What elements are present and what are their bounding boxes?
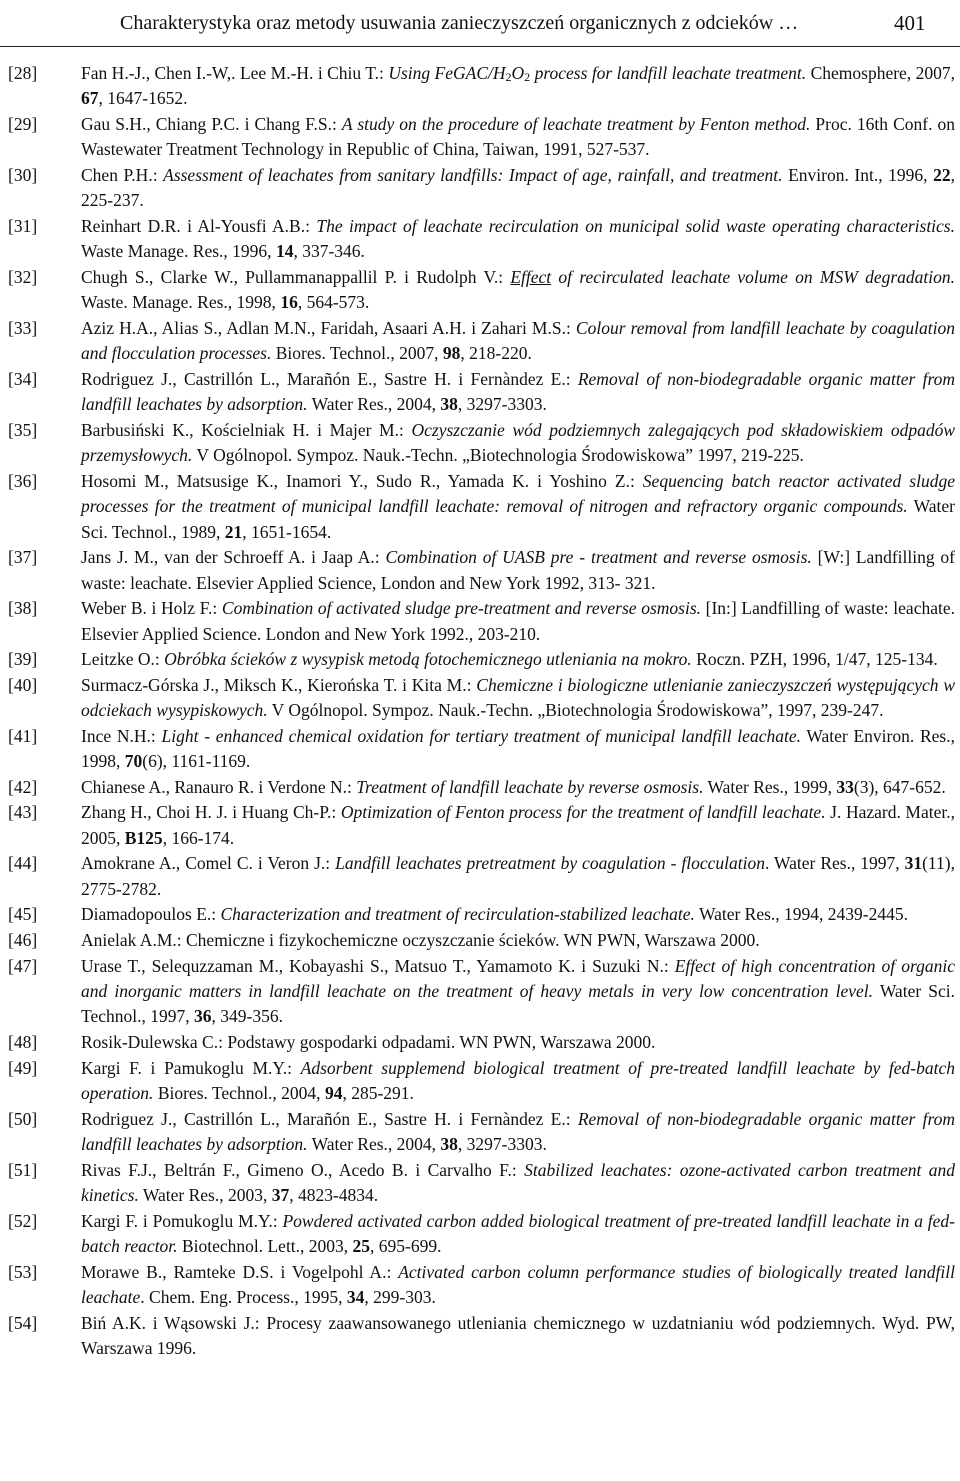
reference-title: A study on the procedure of leachate treatment by Fenton method. <box>341 113 811 134</box>
reference-item <box>8 1107 955 1158</box>
reference-volume: 36 <box>194 1006 212 1027</box>
reference-item <box>8 724 955 775</box>
reference-number: [30] <box>8 164 38 185</box>
reference-volume: 34 <box>346 1286 365 1307</box>
reference-text <box>81 1311 955 1362</box>
reference-journal-pre: Environ. Int., 1996, <box>782 164 934 185</box>
reference-item <box>8 214 955 265</box>
reference-number: [46] <box>8 930 38 951</box>
reference-text <box>81 214 955 265</box>
reference-journal-post: , 4823-4834. <box>289 1184 379 1205</box>
reference-number: [45] <box>8 904 38 925</box>
reference-source: [W:] Landfilling of waste: leachate. Elsevier Applied Science, London and New York 1992, 313- 321. <box>81 547 956 593</box>
reference-journal-post: , 218-220. <box>460 343 532 364</box>
reference-volume: 38 <box>440 394 458 415</box>
reference-number: [39] <box>8 649 38 670</box>
reference-authors: Barbusiński K., Kościelniak H. i Majer M.: <box>81 419 412 440</box>
reference-authors: Rosik-Dulewska C.: <box>81 1032 228 1052</box>
reference-title: The impact of leachate recirculation on municipal solid waste operating characteristics. <box>316 215 955 236</box>
reference-authors: Morawe B., Ramteke D.S. i Vogelpohl A.: <box>81 1261 399 1282</box>
reference-authors: Rodriguez J., Castrillón L., Marañón E., Sastre H. i Fernàndez E.: <box>81 368 578 389</box>
reference-authors: Kargi F. i Pamukoglu M.Y.: <box>81 1057 301 1078</box>
reference-item <box>8 1311 955 1362</box>
reference-item <box>8 265 955 316</box>
reference-item <box>8 418 955 469</box>
reference-number: [31] <box>8 215 38 236</box>
reference-authors: Amokrane A., Comel C. i Veron J.: <box>81 853 336 874</box>
reference-title: of recirculated leachate volume on MSW degradation. <box>551 266 956 287</box>
reference-title: Colour removal from landfill leachate by coagulation and flocculation processes. <box>81 317 955 364</box>
reference-number: [36] <box>8 470 38 491</box>
reference-number: [47] <box>8 955 38 976</box>
reference-item <box>8 367 955 418</box>
reference-journal-post: , 299-303. <box>364 1286 436 1307</box>
reference-item <box>8 61 955 112</box>
reference-title: Effect of high concentration of organic and inorganic matters in landfill leachate on the treatment of heavy metals in very low concentration level. <box>81 955 955 1002</box>
reference-text <box>81 163 955 214</box>
reference-volume: 14 <box>275 241 294 262</box>
reference-number: [29] <box>8 113 38 134</box>
reference-item <box>8 851 955 902</box>
reference-journal-post: , 337-346. <box>293 241 365 262</box>
reference-title-sub1: 2 <box>505 70 512 84</box>
reference-text <box>81 61 955 112</box>
reference-journal-post: , 1647-1652. <box>98 88 188 109</box>
reference-volume: 21 <box>224 521 243 542</box>
reference-number: [54] <box>8 1312 38 1333</box>
reference-text <box>81 265 955 316</box>
reference-journal-pre: Biores. Technol., 2004, <box>153 1082 325 1103</box>
reference-authors: Fan H.-J., Chen I.-W,. Lee M.-H. i Chiu T.: <box>81 63 389 83</box>
reference-volume: 31 <box>904 853 923 874</box>
reference-volume: 25 <box>352 1235 371 1256</box>
reference-authors: Zhang H., Choi H. J. i Huang Ch-P.: <box>81 802 341 823</box>
reference-text <box>81 112 955 163</box>
reference-journal-post: , 349-356. <box>211 1006 283 1027</box>
reference-volume: 94 <box>324 1082 343 1103</box>
reference-text <box>81 673 955 724</box>
reference-number: [41] <box>8 725 38 746</box>
reference-item <box>8 163 955 214</box>
reference-volume: 22 <box>933 164 951 185</box>
reference-authors: Surmacz-Górska J., Miksch K., Kierońska T. i Kita M.: <box>81 674 477 695</box>
reference-authors: Urase T., Selequzzaman M., Kobayashi S., Matsuo T., Yamamoto K. i Suzuki N.: <box>81 955 675 976</box>
reference-number: [52] <box>8 1210 38 1231</box>
reference-number: [35] <box>8 419 38 440</box>
reference-text <box>81 545 955 596</box>
reference-item <box>8 902 955 927</box>
reference-number: [50] <box>8 1108 38 1129</box>
reference-title: Oczyszczanie wód podziemnych zalegających pod składowiskiem odpadów przemysłowych. <box>81 419 955 466</box>
reference-authors: Rodriguez J., Castrillón L., Marañón E., Sastre H. i Fernàndez E.: <box>81 1108 578 1129</box>
reference-text <box>81 724 955 775</box>
reference-source: V Ogólnopol. Sympoz. Nauk.-Techn. „Biotechnologia Środowiskowa”, 1997, 239-247. <box>267 700 884 721</box>
reference-journal-post: , 3297-3303. <box>457 394 547 415</box>
reference-text <box>81 851 955 902</box>
reference-title: Powdered activated carbon added biological treatment of pre-treated landfill leachate in a fed-batch reactor. <box>81 1210 955 1256</box>
reference-title: Stabilized leachates: ozone-activated carbon treatment and kinetics. <box>81 1159 955 1205</box>
reference-title: Light - enhanced chemical oxidation for tertiary treatment of municipal landfill leachate. <box>161 725 801 746</box>
reference-text <box>81 469 955 545</box>
reference-title-mid: O <box>511 63 525 83</box>
reference-authors: Weber B. i Holz F.: <box>81 598 222 619</box>
reference-number: [49] <box>8 1057 38 1078</box>
reference-title: Treatment of landfill leachate by reverse osmosis. <box>356 776 704 797</box>
page-number: 401 <box>894 11 926 35</box>
reference-number: [40] <box>8 674 38 695</box>
reference-title: Removal of non-biodegradable organic matter from landfill leachates by adsorption. <box>81 1108 956 1154</box>
reference-item <box>8 775 955 800</box>
reference-number: [48] <box>8 1032 38 1052</box>
reference-authors: Gau S.H., Chiang P.C. i Chang F.S.: <box>81 113 342 134</box>
reference-text <box>81 928 955 953</box>
reference-title-sub2: 2 <box>524 70 531 84</box>
reference-journal-pre: Water Res., 2003, <box>138 1184 272 1205</box>
reference-journal-pre: Waste. Manage. Res., 1998, <box>81 292 281 313</box>
reference-title-part <box>510 267 551 287</box>
reference-item <box>8 1030 955 1055</box>
reference-authors: Diamadopoulos E.: <box>81 904 221 925</box>
reference-title: Landfill leachates pretreatment by coagulation - flocculation <box>335 853 765 874</box>
reference-number: [44] <box>8 853 38 874</box>
reference-text <box>81 1107 955 1158</box>
reference-authors: Ince N.H.: <box>81 725 162 746</box>
reference-title: Activated carbon column performance studies of biologically treated landfill leachate <box>81 1261 955 1307</box>
reference-text <box>81 316 955 367</box>
reference-text <box>81 367 955 418</box>
reference-volume: 37 <box>271 1184 290 1205</box>
reference-number: [32] <box>8 266 38 287</box>
reference-authors: Kargi F. i Pomukoglu M.Y.: <box>81 1210 283 1231</box>
reference-item <box>8 1209 955 1260</box>
reference-journal-pre: Water Res., 2004, <box>307 1133 441 1154</box>
reference-journal-post: , 166-174. <box>162 827 235 848</box>
reference-authors: Chugh S., Clarke W., Pullammanappallil P. i Rudolph V.: <box>81 266 511 287</box>
reference-title: Removal of non-biodegradable organic matter from landfill leachates by adsorption. <box>81 368 956 415</box>
reference-authors: Chianese A., Ranauro R. i Verdone N.: <box>81 776 357 797</box>
reference-journal-post: , 3297-3303. <box>457 1133 547 1154</box>
reference-journal-pre: Water Environ. Res., 1998, <box>81 725 955 772</box>
reference-title: Assessment of leachates from sanitary landfills: Impact of age, rainfall, and treatment. <box>163 164 783 185</box>
reference-authors: Anielak A.M.: <box>81 930 186 951</box>
reference-title: Sequencing batch reactor activated sludge processes for the treatment of municipal landfill leachate: removal of nitrogen and refractory organic compounds. <box>81 470 955 517</box>
reference-source: Podstawy gospodarki odpadami. WN PWN, Warszawa 2000. <box>227 1032 656 1052</box>
reference-journal-pre: Water Sci. Technol., 1989, <box>81 496 955 542</box>
reference-authors: Rivas F.J., Beltrán F., Gimeno O., Acedo B. i Carvalho F.: <box>81 1159 525 1180</box>
reference-title: Characterization and treatment of recirculation-stabilized leachate. <box>220 904 695 925</box>
reference-item <box>8 954 955 1030</box>
reference-volume: B125 <box>124 827 163 848</box>
reference-list <box>8 61 955 1362</box>
reference-journal-post: , 564-573. <box>297 292 370 313</box>
reference-source: Procesy zaawansowanego utleniania chemicznego w uzdatnianiu wód podziemnych. Wyd. PW, Warszawa 1996. <box>81 1312 956 1358</box>
reference-journal-post: , 225-237. <box>81 164 955 211</box>
reference-authors: Aziz H.A., Alias S., Adlan M.N., Faridah, Asaari A.H. i Zahari M.S.: <box>81 317 576 338</box>
reference-volume: 38 <box>440 1133 458 1154</box>
reference-journal-pre: Biotechnol. Lett., 2003, <box>177 1235 353 1256</box>
reference-source: Water Res., 1994, 2439-2445. <box>694 904 908 925</box>
running-title: Charakterystyka oraz metody usuwania zanieczyszczeń organicznych z odcieków … <box>120 12 799 34</box>
reference-journal-pre: Chemosphere, 2007, <box>806 63 955 83</box>
reference-text <box>81 775 955 800</box>
reference-text <box>81 1260 955 1311</box>
reference-item <box>8 545 955 596</box>
reference-number: [34] <box>8 368 38 389</box>
reference-authors: Jans J. M., van der Schroeff A. i Jaap A.: <box>81 547 386 568</box>
reference-number: [37] <box>8 547 38 568</box>
reference-source: Proc. 16th Conf. on Wastewater Treatment Technology in Republic of China, Taiwan, 1991, 527-537. <box>81 113 955 160</box>
reference-volume: 70 <box>124 751 143 772</box>
reference-journal-post: , 695-699. <box>370 1235 442 1256</box>
reference-authors: Leitzke O.: <box>81 649 165 670</box>
running-header <box>0 0 960 47</box>
reference-item <box>8 800 955 851</box>
reference-number: [42] <box>8 776 38 797</box>
reference-journal-pre: Water Res., 1999, <box>703 776 837 797</box>
reference-text <box>81 1030 955 1055</box>
reference-item <box>8 1158 955 1209</box>
reference-text <box>81 902 955 927</box>
reference-item <box>8 673 955 724</box>
reference-volume: 98 <box>442 343 461 364</box>
reference-journal-post: (6), 1161-1169. <box>142 751 251 772</box>
reference-item <box>8 112 955 163</box>
reference-authors: Biń A.K. i Wąsowski J.: <box>81 1312 267 1333</box>
reference-item <box>8 1056 955 1107</box>
reference-source: V Ogólnopol. Sympoz. Nauk.-Techn. „Biotechnologia Środowiskowa” 1997, 219-225. <box>192 445 804 466</box>
reference-title-pre: Using FeGAC/H <box>388 63 506 83</box>
reference-title-post: process for landfill leachate treatment. <box>530 63 807 83</box>
reference-item <box>8 928 955 953</box>
reference-title: Combination of UASB pre - treatment and reverse osmosis. <box>385 547 812 568</box>
reference-item <box>8 316 955 367</box>
reference-number: [43] <box>8 802 38 823</box>
reference-authors: Chen P.H.: <box>81 164 164 185</box>
reference-journal-pre: Water Sci. Technol., 1997, <box>81 981 955 1027</box>
reference-text <box>81 647 955 672</box>
reference-title: Optimization of Fenton process for the treatment of landfill leachate. <box>340 802 826 823</box>
reference-item <box>8 469 955 545</box>
reference-journal-post: , 1651-1654. <box>242 521 332 542</box>
reference-number: [51] <box>8 1159 38 1180</box>
reference-number: [38] <box>8 598 38 619</box>
reference-journal-post: (3), 647-652. <box>853 776 946 797</box>
reference-journal-post: (11), 2775-2782. <box>81 853 955 899</box>
reference-text <box>81 596 955 647</box>
reference-number: [33] <box>8 317 38 338</box>
reference-text <box>81 1209 955 1260</box>
reference-journal-pre: . Chem. Eng. Process., 1995, <box>140 1286 347 1307</box>
reference-text <box>81 800 955 851</box>
reference-journal-pre: . Water Res., 1997, <box>765 853 905 874</box>
reference-volume: 67 <box>81 88 99 109</box>
reference-item <box>8 1260 955 1311</box>
reference-source: Roczn. PZH, 1996, 1/47, 125-134. <box>691 649 938 670</box>
reference-text <box>81 954 955 1030</box>
reference-item <box>8 596 955 647</box>
reference-journal-pre: Waste Manage. Res., 1996, <box>81 241 276 262</box>
reference-title-underlined: Effect <box>510 266 552 287</box>
reference-number: [53] <box>8 1261 38 1282</box>
reference-volume: 16 <box>280 292 298 313</box>
reference-title: Adsorbent supplemend biological treatment of pre-treated landfill leachate by fed-batch operation. <box>81 1057 955 1103</box>
reference-authors: Reinhart D.R. i Al-Yousfi A.B.: <box>81 215 317 236</box>
reference-text <box>81 1158 955 1209</box>
reference-text <box>81 418 955 469</box>
reference-source: [In:] Landfilling of waste: leachate. Elsevier Applied Science. London and New York 1992., 203-210. <box>81 598 955 644</box>
reference-title: Chemiczne i biologiczne utlenianie zanieczyszczeń występujących w odciekach wysypiskowych. <box>81 674 955 721</box>
reference-volume: 33 <box>836 776 854 797</box>
reference-source: Chemiczne i fizykochemiczne oczyszczanie ścieków. WN PWN, Warszawa 2000. <box>186 930 760 951</box>
reference-authors: Hosomi M., Matsusige K., Inamori Y., Sudo R., Yamada K. i Yoshino Z.: <box>81 470 643 491</box>
reference-number: [28] <box>8 63 38 83</box>
reference-text <box>81 1056 955 1107</box>
reference-title: Obróbka ścieków z wysypisk metodą fotochemicznego utleniania na mokro. <box>164 649 692 670</box>
reference-journal-pre: J. Hazard. Mater., 2005, <box>81 802 955 848</box>
reference-journal-pre: Biores. Technol., 2007, <box>271 343 443 364</box>
reference-item <box>8 647 955 672</box>
reference-journal-post: , 285-291. <box>342 1082 414 1103</box>
reference-journal-pre: Water Res., 2004, <box>307 394 441 415</box>
reference-title: Combination of activated sludge pre-treatment and reverse osmosis. <box>221 598 702 619</box>
